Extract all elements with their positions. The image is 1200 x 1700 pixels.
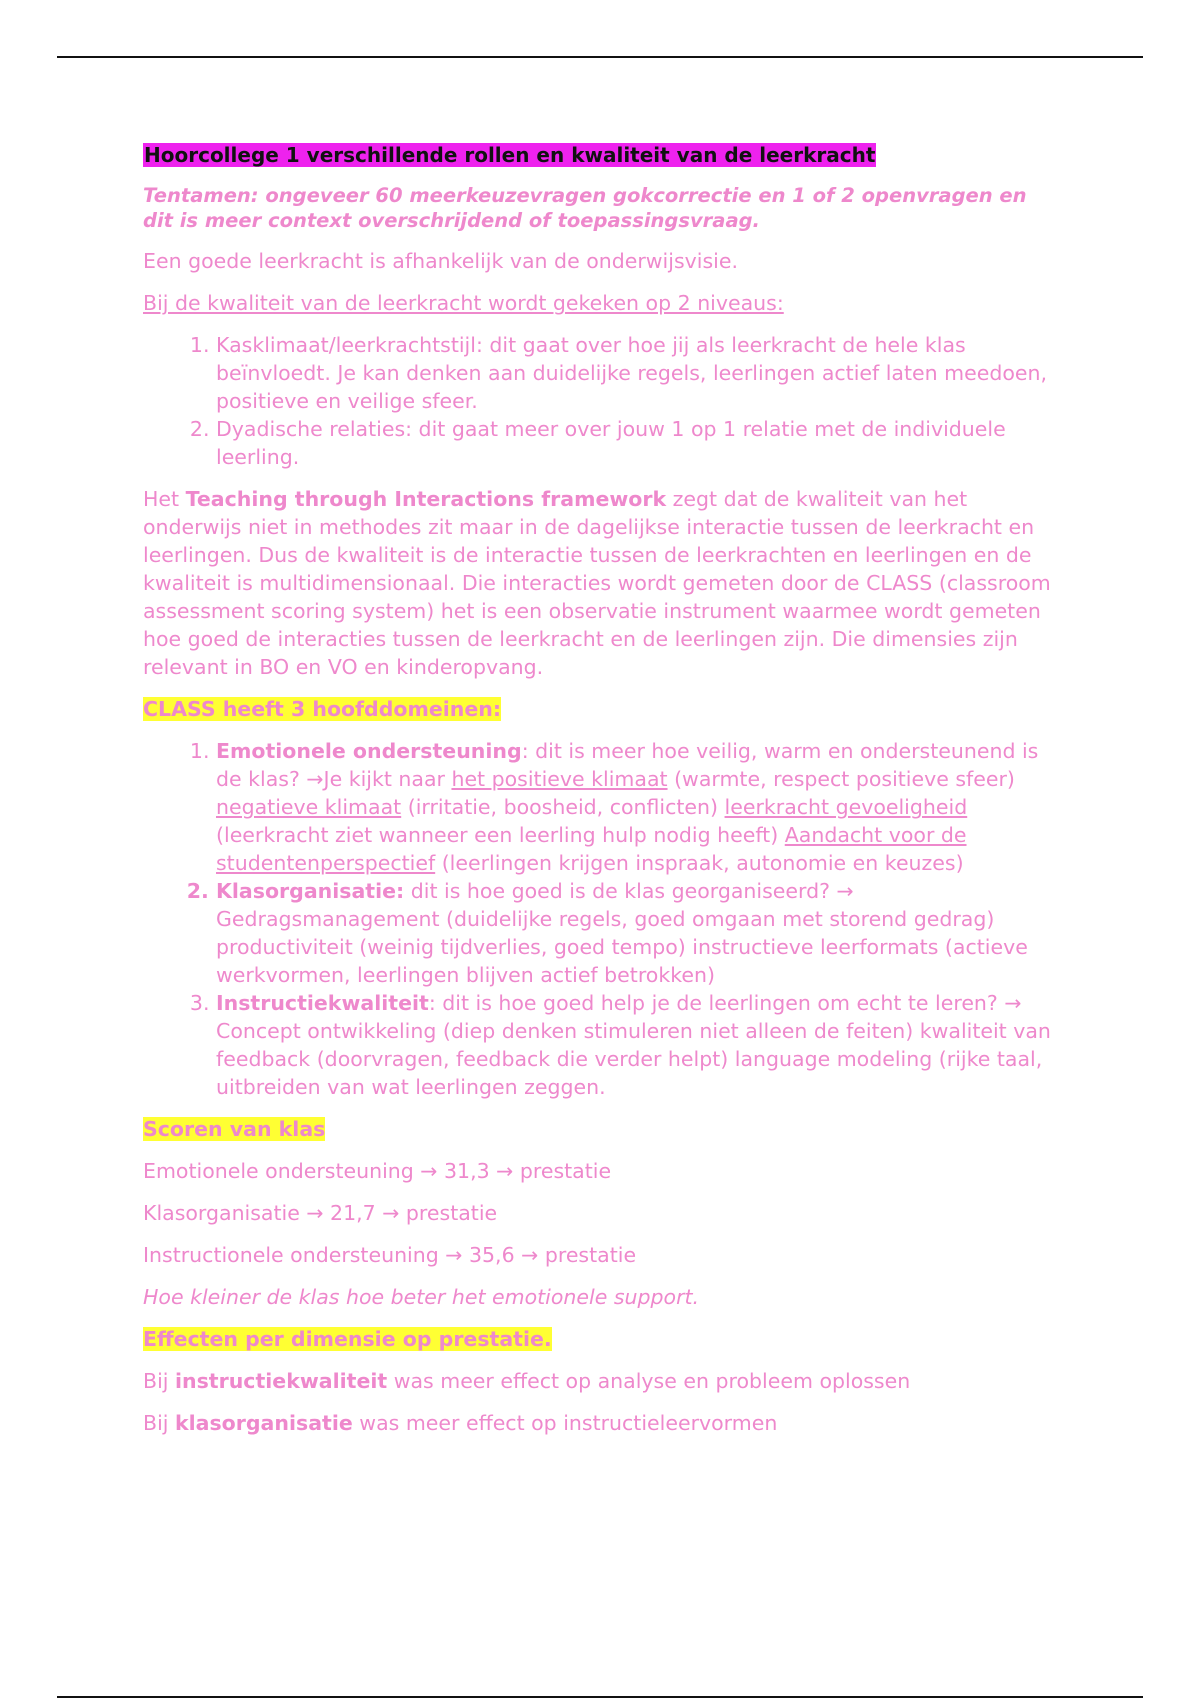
score-line: Emotionele ondersteuning → 31,3 → prestatie	[143, 1159, 612, 1183]
framework-paragraph	[143, 485, 1063, 681]
footer-rule	[57, 1696, 1143, 1698]
domain-item-emotional	[216, 737, 1063, 877]
domain-text: (warmte, respect positieve sfeer)	[667, 767, 1015, 791]
framework-text: Het	[143, 487, 186, 511]
domain-text: (leerkracht ziet wanneer een leerling hulp nodig heeft)	[216, 823, 785, 847]
domain-label: Emotionele ondersteuning	[216, 739, 522, 763]
level-item: 2. Dyadische relaties: dit gaat meer over jouw 1 op 1 relatie met de individuele leerling.	[216, 415, 1063, 471]
framework-text: zegt dat de kwaliteit van het onderwijs niet in methodes zit maar in de dagelijkse interactie tussen de leerkracht en leerlingen. Dus de kwaliteit is de interactie tussen de leerkrachten en leerlingen en de kwaliteit is multidimensionaal. Die interacties wordt gemeten door de CLASS (classroom assessment scoring system) het is een observatie instrument waarmee wordt gemeten hoe goed de interacties tussen de leerkracht en de leerlingen zijn. Die dimensies zijn relevant in BO en VO en kinderopvang.	[143, 487, 1051, 679]
scores-heading-paragraph	[143, 1115, 1063, 1143]
domain-term: Aandacht voor de studentenperspectief	[216, 823, 967, 875]
domain-text: : dit is meer hoe veilig, warm en ondersteunend is de klas? →Je kijkt naar	[216, 739, 1039, 791]
domains-list	[143, 737, 1063, 1101]
class-heading: CLASS heeft 3 hoofddomeinen:	[143, 697, 502, 721]
domain-term: het positieve klimaat	[451, 767, 668, 791]
effect-dimension: instructiekwaliteit	[174, 1369, 388, 1393]
document-body	[143, 141, 1063, 1451]
score-line: Klasorganisatie → 21,7 → prestatie	[143, 1201, 498, 1225]
document-title: Hoorcollege 1 verschillende rollen en kwaliteit van de leerkracht	[144, 143, 876, 167]
score-line: Instructionele ondersteuning → 35,6 → prestatie	[143, 1243, 637, 1267]
effect-line	[143, 1409, 1063, 1437]
effect-line	[143, 1367, 1063, 1395]
class-heading-paragraph	[143, 695, 1063, 723]
domain-text: : dit is hoe goed help je de leerlingen om echt te leren? → Concept ontwikkeling (diep denken stimuleren niet alleen de feiten) kwaliteit van feedback (doorvragen, feedback die verder helpt) language modeling (rijke taal, uitbreiden van wat leerlingen zeggen.	[216, 991, 1051, 1099]
header-rule	[57, 56, 1143, 58]
effect-text: Bij	[143, 1411, 175, 1435]
domain-text: dit is hoe goed is de klas georganiseerd? → Gedragsmanagement (duidelijke regels, goed omgaan met storend gedrag) productiviteit (weinig tijdverlies, goed tempo) instructieve leerformats (actieve werkvormen, leerlingen blijven actief betrokken)	[216, 879, 1028, 987]
domain-text: (irritatie, boosheid, conflicten)	[401, 795, 725, 819]
domain-term: leerkracht gevoeligheid	[724, 795, 968, 819]
effect-text: was meer effect op instructieleervormen	[352, 1411, 778, 1435]
exam-note: Tentamen: ongeveer 60 meerkeuzevragen gokcorrectie en 1 of 2 openvragen en dit is meer context overschrijdend of toepassingsvraag.	[143, 184, 1027, 232]
domain-label: Klasorganisatie:	[216, 879, 405, 903]
effects-heading: Effecten per dimensie op prestatie.	[143, 1327, 552, 1351]
domain-item-instruction	[216, 989, 1063, 1101]
intro-paragraph: Een goede leerkracht is afhankelijk van de onderwijsvisie.	[143, 249, 738, 273]
domain-item-organisation	[216, 877, 1063, 989]
effects-heading-paragraph	[143, 1325, 1063, 1353]
title-paragraph	[143, 141, 1063, 169]
scores-heading: Scoren van klas	[143, 1117, 326, 1141]
levels-list	[143, 331, 1063, 471]
domain-label: Instructiekwaliteit	[216, 991, 429, 1015]
class-size-note: Hoe kleiner de klas hoe beter het emotionele support.	[143, 1285, 700, 1309]
domain-term: negatieve klimaat	[216, 795, 402, 819]
framework-name: Teaching through Interactions framework	[185, 487, 667, 511]
effect-text: was meer effect op analyse en probleem oplossen	[387, 1369, 911, 1393]
levels-heading: Bij de kwaliteit van de leerkracht wordt gekeken op 2 niveaus:	[143, 291, 784, 315]
domain-text: (leerlingen krijgen inspraak, autonomie en keuzes)	[435, 851, 964, 875]
levels-heading-paragraph	[143, 289, 1063, 317]
level-item: 1. Kasklimaat/leerkrachtstijl: dit gaat over hoe jij als leerkracht de hele klas beïnvloedt. Je kan denken aan duidelijke regels, leerlingen actief laten meedoen, positieve en veilige sfeer.	[216, 331, 1063, 415]
effect-text: Bij	[143, 1369, 175, 1393]
effect-dimension: klasorganisatie	[174, 1411, 353, 1435]
